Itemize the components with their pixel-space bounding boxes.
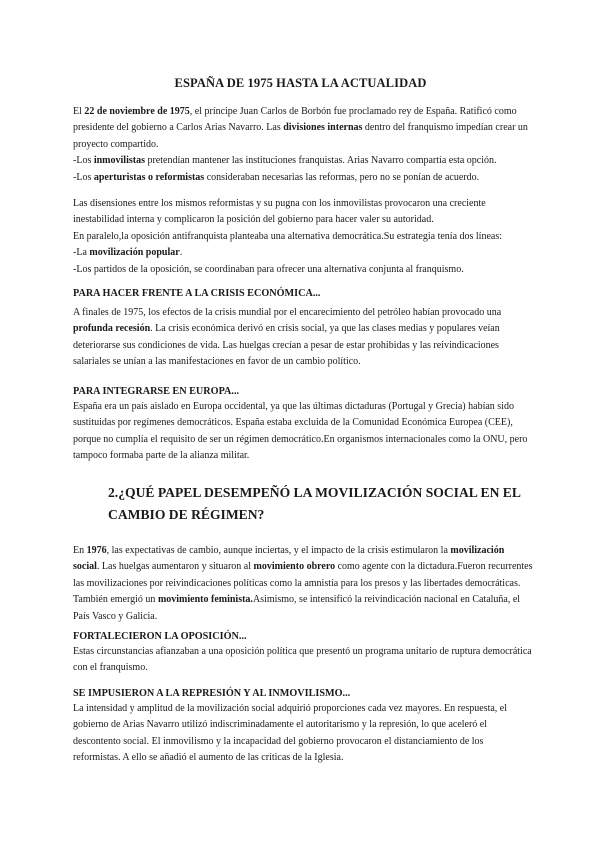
text: consideraban necesarias las reformas, pero no se ponían de acuerdo. <box>204 171 480 183</box>
europa-section <box>73 386 533 465</box>
disensiones-section <box>73 196 533 278</box>
text: -Los <box>73 171 94 183</box>
text: . La crisis económica derivó en crisis social, ya que las clases medias y populares veían deteriorarse sus condiciones de vida. Las huelgas crecían a pesar de estar prohibidas y las reivindicaciones salariales se unían a las manifestaciones en favor de un cambio político. <box>73 323 500 368</box>
oposicion-section <box>73 631 533 677</box>
term-highlight: movilización social <box>73 545 505 573</box>
oposicion-paragraph: Estas circunstancias afianzaban a una oposición política que presentó un programa unitario de ruptura democrática con el franquismo. <box>73 646 532 674</box>
text: , las expectativas de cambio, aunque inciertas, y el impacto de la crisis estimularon la <box>106 545 451 556</box>
text: como agente con la dictadura.Fueron recurrentes las movilizaciones por reivindicaciones políticas como la amnistía para los presos y las libertades democráticas. También emergió un <box>73 561 533 606</box>
section2-paragraph <box>73 543 533 625</box>
term-highlight: inmovilistas <box>93 155 145 167</box>
text: El <box>73 106 85 117</box>
inmovilistas-line <box>73 153 533 169</box>
crisis-paragraph <box>73 305 533 371</box>
represion-heading: SE IMPUSIERON A LA REPRESIÓN Y AL INMOVILISMO... <box>73 688 351 699</box>
disensiones-paragraph: Las disensiones entre los mismos reformistas y su pugna con los inmovilistas provocaron una creciente inestabilidad interna y complicaron la posición del gobierno para hacer valer su autoridad. <box>73 198 486 226</box>
text: pretendían mantener las instituciones franquistas. Arias Navarro compartía esta opción. <box>144 155 497 167</box>
text: En <box>73 545 87 556</box>
europa-paragraph: España era un país aislado en Europa occidental, ya que las últimas dictaduras (Portugal y Grecia) habían sido sustituidas por regímenes democráticos. España estaba excluida de la Comunidad Económica Europea (CEE), porque no cumplía el requisito de ser un régimen democrático.En organismos internacionales como la ONU, pero tampoco formaba parte de la alianza militar. <box>73 401 528 462</box>
represion-paragraph: La intensidad y amplitud de la movilización social adquirió proporciones cada vez mayores. En respuesta, el gobierno de Arias Navarro utilizó indiscriminadamente el autoritarismo y la represión, lo que aceleró el descontento social. El inmovilismo y la incapacidad del gobierno provocaron el distanciamiento de los reformistas. A ello se añadió el aumento de las críticas de la Iglesia. <box>73 703 508 764</box>
crisis-section <box>73 288 533 371</box>
term-highlight: profunda recesión <box>73 323 151 335</box>
text: . Las huelgas aumentaron y situaron al <box>96 561 254 573</box>
represion-section <box>73 688 533 767</box>
intro-section <box>73 104 533 186</box>
intro-paragraph <box>73 104 533 153</box>
term-highlight: divisiones internas <box>283 122 363 134</box>
text: -Los <box>73 155 94 167</box>
section2-body <box>73 543 533 625</box>
section2-heading: 2.¿QUÉ PAPEL DESEMPEÑÓ LA MOVILIZACIÓN SOCIAL EN EL CAMBIO DE RÉGIMEN? <box>108 485 521 522</box>
year-highlight: 1976 <box>86 545 107 556</box>
movilizacion-line <box>73 245 533 261</box>
paralelo-paragraph: En paralelo,la oposición antifranquista planteaba una alternativa democrática.Su estrategia tenía dos líneas: <box>73 230 502 242</box>
page-title: ESPAÑA DE 1975 HASTA LA ACTUALIDAD <box>174 76 427 90</box>
text: -La <box>73 247 90 259</box>
text: Asimismo, se intensificó la reivindicación nacional en Cataluña, el País Vasco y Galicia. <box>73 594 521 622</box>
crisis-heading: PARA HACER FRENTE A LA CRISIS ECONÓMICA... <box>73 288 321 299</box>
aperturistas-line <box>73 170 533 186</box>
text: dentro del franquismo impedían crear un proyecto compartido. <box>73 122 528 150</box>
term-highlight: movimiento feminista. <box>157 594 253 606</box>
text: , el príncipe Juan Carlos de Borbón fue proclamado rey de España. Ratificó como presidente del gobierno a Carlos Arias Navarro. Las <box>73 106 517 134</box>
partidos-line: -Los partidos de la oposición, se coordinaban para ofrecer una alternativa conjunta al franquismo. <box>73 263 464 275</box>
date-highlight: 22 de noviembre de 1975 <box>84 106 190 117</box>
term-highlight: aperturistas o reformistas <box>93 171 205 183</box>
term-highlight: movilización popular <box>89 247 180 259</box>
text: A finales de 1975, los efectos de la crisis mundial por el encarecimiento del petróleo habían provocado una <box>73 307 502 318</box>
oposicion-heading: FORTALECIERON LA OPOSICIÓN... <box>73 631 247 642</box>
term-highlight: movimiento obrero <box>253 561 336 573</box>
text: . <box>179 247 183 259</box>
europa-heading: PARA INTEGRARSE EN EUROPA... <box>73 386 240 397</box>
